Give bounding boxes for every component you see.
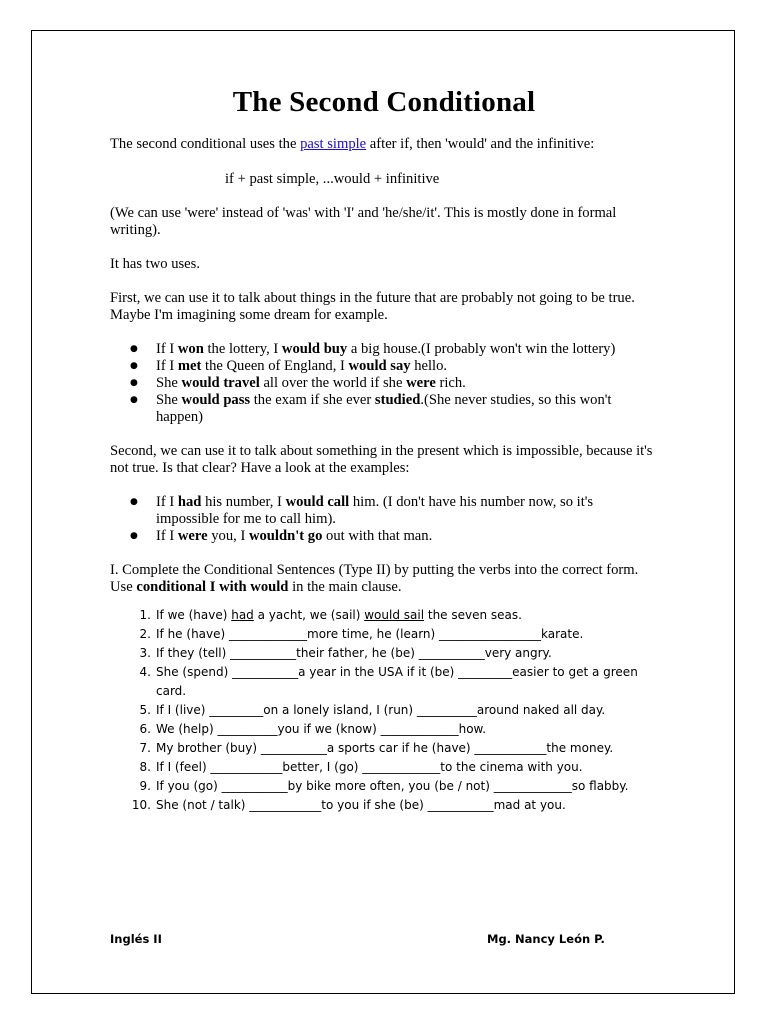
instructions-paragraph: I. Complete the Conditional Sentences (Type II) by putting the verbs into the correct form. Use conditional I with would in the main clause.	[110, 562, 639, 595]
bullet-icon: ●	[130, 378, 138, 388]
exercise-item	[130, 777, 670, 796]
past-simple-link[interactable]: past simple	[300, 136, 367, 152]
exercise-text: If they (tell) ___________their father, he (be) ___________very angry.	[156, 646, 552, 660]
list-item: ● If I won the lottery, I would buy a big house.(I probably won't win the lottery)	[130, 341, 616, 357]
exercise-number: 9.	[139, 779, 151, 793]
exercise-text: If you (go) ___________by bike more often, you (be / not) _____________so flabby.	[156, 779, 629, 793]
note-paragraph: (We can use 'were' instead of 'was' with 'I' and 'he/she/it'. This is mostly done in formal writing).	[110, 205, 617, 238]
intro-paragraph	[110, 136, 658, 153]
bullet-icon: ●	[130, 395, 138, 405]
footer-course: Inglés II	[110, 932, 162, 946]
exercise-item-continued	[130, 682, 670, 701]
bullet-icon: ●	[130, 531, 138, 541]
second-use-paragraph: Second, we can use it to talk about something in the present which is impossible, because it's not true. Is that clear? Have a look at the examples:	[110, 443, 653, 476]
first-use-paragraph: First, we can use it to talk about things in the future that are probably not going to be true. Maybe I'm imagining some dream for example.	[110, 290, 635, 323]
exercise-number: 2.	[139, 627, 151, 641]
two-uses-paragraph: It has two uses.	[110, 256, 200, 272]
answer-example: had	[231, 608, 254, 622]
exercise-item	[130, 606, 670, 625]
page-title: The Second Conditional	[232, 86, 536, 118]
exercise-item	[130, 796, 670, 815]
first-examples-list	[110, 341, 658, 426]
bullet-icon: ●	[130, 497, 138, 507]
exercise-text: If I (feel) ____________better, I (go) _____________to the cinema with you.	[156, 760, 583, 774]
exercise-text: If I (live) _________on a lonely island, I (run) __________around naked all day.	[156, 703, 606, 717]
exercise-item	[130, 625, 670, 644]
list-item: ● If I had his number, I would call him. (I don't have his number now, so it's impossible for me to call him).	[130, 494, 594, 527]
exercise-item	[130, 663, 670, 682]
main-content	[110, 136, 658, 596]
formula: if + past simple, ...would + infinitive	[225, 171, 440, 187]
exercise-text: If he (have) _____________more time, he (learn) _________________karate.	[156, 627, 584, 641]
list-item: ● If I met the Queen of England, I would say hello.	[130, 358, 448, 374]
exercise-item	[130, 720, 670, 739]
bullet-icon: ●	[130, 344, 138, 354]
second-examples-list	[110, 494, 658, 545]
exercise-text: card.	[156, 684, 187, 698]
exercise-list	[130, 606, 670, 815]
list-item: ● If I were you, I wouldn't go out with that man.	[130, 528, 433, 544]
exercise-text: We (help) __________you if we (know) _____________how.	[156, 722, 487, 736]
list-item: ● She would travel all over the world if she were rich.	[130, 375, 466, 391]
exercise-item	[130, 644, 670, 663]
exercise-number: 7.	[139, 741, 151, 755]
exercise-number: 10.	[131, 798, 151, 812]
exercise-item	[130, 701, 670, 720]
exercise-item	[130, 739, 670, 758]
intro-text-after: after if, then 'would' and the infinitive:	[366, 136, 595, 152]
exercise-text: My brother (buy) ___________a sports car if he (have) ____________the money.	[156, 741, 614, 755]
exercise-number: 3.	[139, 646, 151, 660]
bullet-icon: ●	[130, 361, 138, 371]
exercise-item	[130, 758, 670, 777]
exercise-number: 4.	[139, 665, 151, 679]
exercise-number: 5.	[139, 703, 151, 717]
exercise-text: She (not / talk) ____________to you if she (be) ___________mad at you.	[156, 798, 566, 812]
list-item: ● She would pass the exam if she ever studied.(She never studies, so this won't happen)	[130, 392, 612, 425]
exercise-number: 1.	[139, 608, 151, 622]
footer-author: Mg. Nancy León P.	[487, 932, 605, 946]
exercise-text: If we (have) had a yacht, we (sail) would sail the seven seas.	[156, 608, 522, 622]
intro-text-before: The second conditional uses the	[110, 136, 301, 152]
exercise-number: 8.	[139, 760, 151, 774]
exercise-number: 6.	[139, 722, 151, 736]
exercise-text: She (spend) ___________a year in the USA if it (be) _________easier to get a green	[156, 665, 638, 679]
answer-example: would sail	[364, 608, 425, 622]
